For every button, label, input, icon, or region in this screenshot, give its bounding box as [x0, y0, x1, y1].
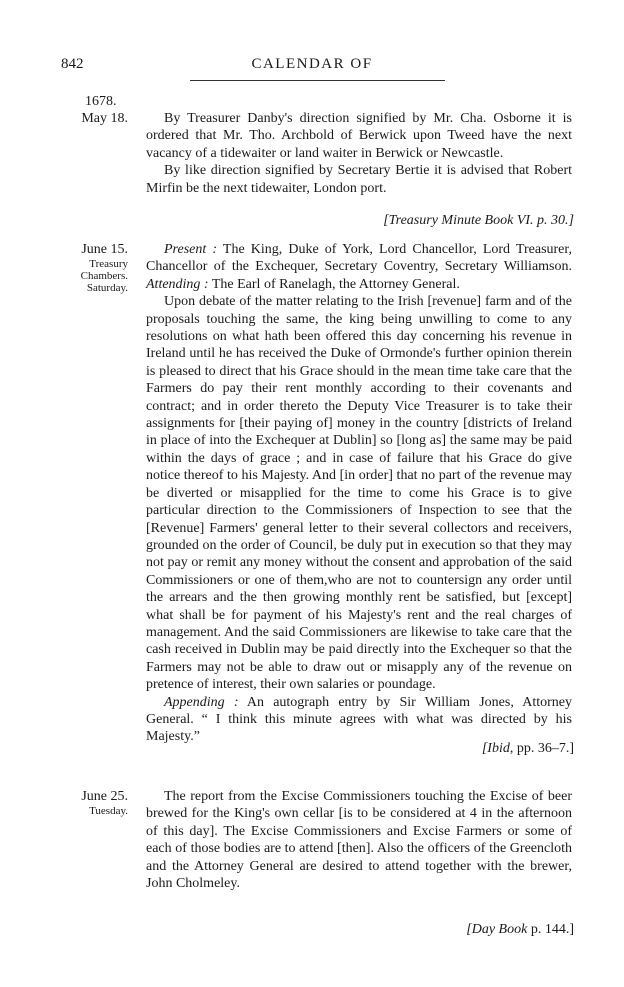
- entry-day: Tuesday.: [89, 805, 128, 817]
- paragraph: Upon debate of the matter relating to the Irish [revenue] farm and of the proposals touching the same, the king being unwilling to come to any resolutions on what hath been offered this day concerning his revenue in Ireland until he has received the Duke of Ormonde's further opinion therein is pleased to direct that his Grace should in the mean time take care that the Farmers do pay their rent monthly according to their covenants and contract; and in order thereto the Deputy Vice Treasurer is to take their assignments for [their paying of] money in the country [districts of Ireland in place of into the Exchequer at Dublin] so [long as] the same may be paid within the days of grace ; and in case of failure that his Grace do give notice thereof to his Majesty. And [in order] that no part of the revenue may be diverted or misapplied for the time to come his Grace is to give particular direction to the Commissioners of Inspection to see that the [Revenue] Farmers' general letter to their several collectors and receivers, grounded on the order of Council, be duly put in execution so that they may not pay or remit any money without the consent and approbation of the said Commissioners or one of them,who are not to countersign any order until the arrears and the then growing monthly rent be satisfied, but [except] what shall be for payment of his Majesty's rent and the real charges of management. And the said Commissioners are likewise to take care that the cash received in Dublin may be paid directly into the Exchequer so that the Farmers may not be able to draw out or misapply any of the revenue on pretence of interest, their own salaries or poundage.: [146, 294, 572, 693]
- source-reference: [146, 741, 574, 757]
- entry-body: [146, 110, 572, 197]
- paragraph: [146, 241, 572, 293]
- appending-text: An autograph entry by Sir William Jones, Attorney General. “ I think this minute agrees with what was directed by his Majesty.”: [146, 694, 572, 745]
- rule: [190, 80, 445, 81]
- present-text: The King, Duke of York, Lord Chancellor, Lord Treasurer, Chancellor of the Exchequer, Secretary Coventry, Secretary Williamson.: [146, 242, 572, 275]
- present-label: Present :: [164, 242, 218, 257]
- source-reference: [146, 922, 574, 938]
- entry-day: Saturday.: [86, 282, 128, 294]
- entry-date: [56, 788, 128, 817]
- paragraph: [146, 694, 572, 746]
- entry-date-text: June 25.: [81, 789, 128, 804]
- reference-italic: [Day Book: [466, 922, 528, 937]
- entry-date-text: May 18.: [81, 111, 128, 126]
- paragraph: By Treasurer Danby's direction signified by Mr. Cha. Osborne it is ordered that Mr. Tho. Archbold of Berwick upon Tweed have the next vacancy of a tidewaiter or land waiter in Berwick or Newcastle.: [146, 111, 572, 161]
- entry-date-text: June 15.: [81, 242, 128, 257]
- entry-body: [146, 788, 572, 892]
- attending-text: The Earl of Ranelagh, the Attorney General.: [208, 276, 460, 292]
- reference-italic: [Ibid: [481, 741, 510, 756]
- paragraph: The report from the Excise Commissioners touching the Excise of beer brewed for the King's own cellar [is to be considered at 4 in the afternoon of this day]. The Excise Commissioners and Excise Farmers or some of each of those bodies are to attend [then]. Also the officers of the Greencloth and the Attorney General are desired to attend together with the brewer, John Cholmeley.: [146, 789, 572, 892]
- entry-year: 1678.: [85, 94, 117, 109]
- entry-date: [56, 110, 128, 127]
- paragraph: By like direction signified by Secretary Bertie it is advised that Robert Mirfin be the next tidewaiter, London port.: [146, 163, 572, 196]
- entry-date: [56, 241, 128, 294]
- source-reference: [Treasury Minute Book VI. p. 30.]: [383, 213, 574, 228]
- appending-label: Appending :: [164, 694, 239, 710]
- reference-rest: , pp. 36–7.]: [509, 741, 574, 756]
- entry-body: [146, 241, 572, 746]
- attending-label: Attending :: [146, 276, 209, 292]
- page-number: 842: [61, 56, 84, 72]
- entry-place: Treasury Chambers.: [80, 258, 128, 282]
- reference-rest: p. 144.]: [527, 922, 574, 937]
- running-title: CALENDAR OF: [251, 56, 373, 72]
